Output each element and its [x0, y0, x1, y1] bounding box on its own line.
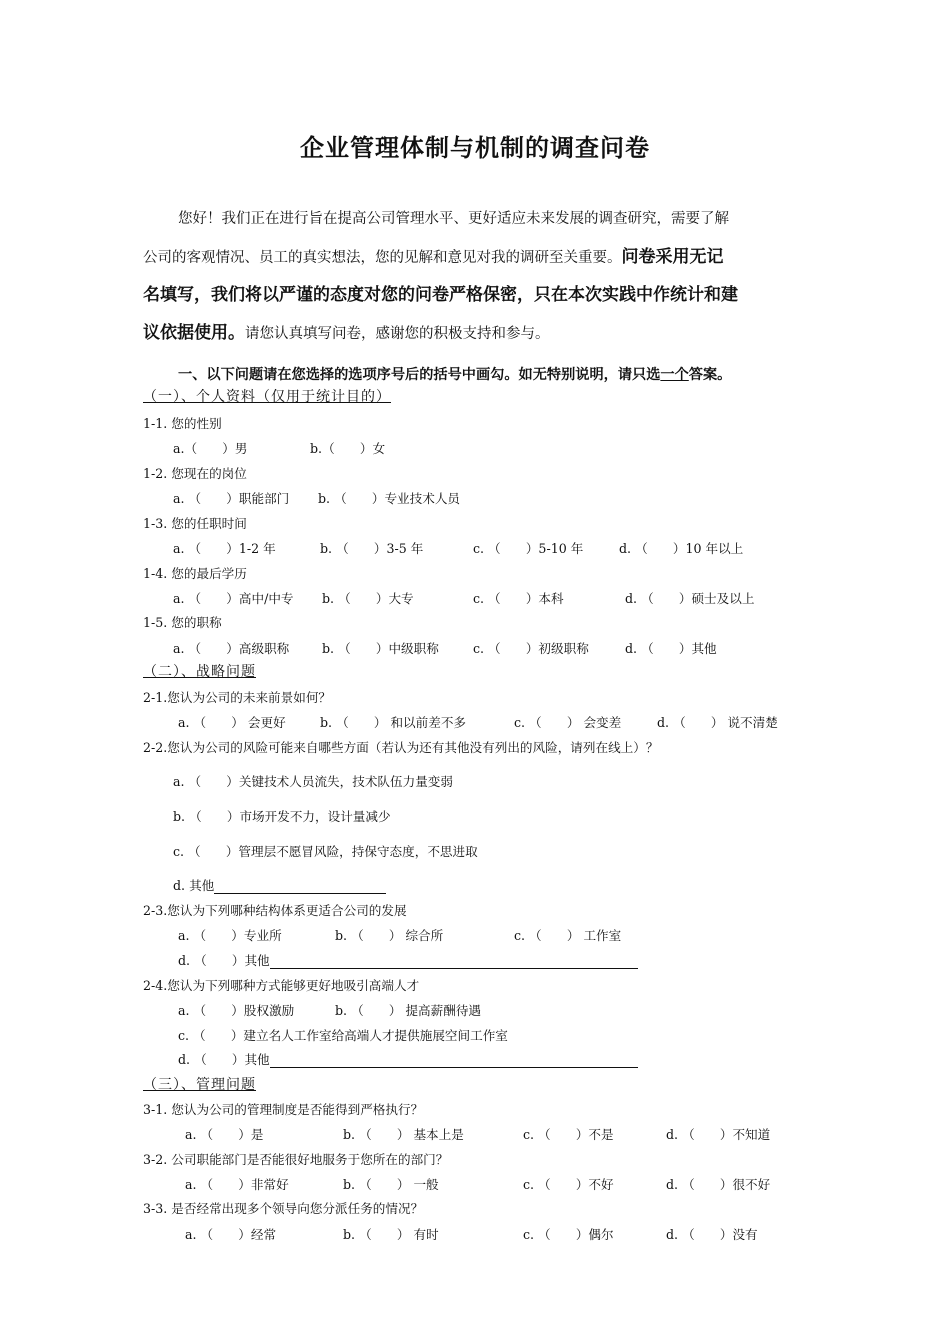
section-heading-2: （二）、战略问题 [143, 664, 256, 680]
option-2-1-a[interactable]: a. （ ） 会更好 [178, 715, 286, 730]
option-3-3-a[interactable]: a. （ ）经常 [185, 1227, 277, 1242]
instruction: 一、以下问题请在您选择的选项序号后的括号中画勾。如无特别说明，请只选一个答案。 [178, 367, 732, 383]
intro-line-3: 名填写，我们将以严谨的态度对您的问卷严格保密，只在本次实践中作统计和建 [143, 285, 738, 305]
option-1-3-b[interactable]: b. （ ）3-5 年 [320, 541, 424, 556]
option-1-2-a[interactable]: a. （ ）职能部门 [173, 491, 290, 506]
blank-line[interactable] [214, 879, 386, 894]
option-3-1-b[interactable]: b. （ ） 基本上是 [343, 1127, 464, 1142]
question-2-2: 2-2.您认为公司的风险可能来自哪些方面（若认为还有其他没有列出的风险，请列在线上）？ [143, 740, 659, 755]
blank-line[interactable] [270, 1053, 638, 1068]
option-2-2-d[interactable]: d. 其他 [173, 875, 386, 894]
blank-line[interactable] [270, 954, 638, 969]
option-1-3-c[interactable]: c. （ ）5-10 年 [473, 541, 584, 556]
option-3-2-b[interactable]: b. （ ） 一般 [343, 1177, 439, 1192]
question-1-2: 1-2. 您现在的岗位 [143, 466, 247, 481]
option-1-3-a[interactable]: a. （ ）1-2 年 [173, 541, 276, 556]
option-1-4-d[interactable]: d. （ ）硕士及以上 [625, 591, 755, 606]
intro-line-2: 公司的客观情况、员工的真实想法，您的见解和意见对我的调研至关重要。问卷采用无记 [143, 247, 724, 267]
option-2-1-b[interactable]: b. （ ） 和以前差不多 [320, 715, 467, 730]
option-3-3-c[interactable]: c. （ ）偶尔 [523, 1227, 614, 1242]
question-1-1: 1-1. 您的性别 [143, 416, 222, 431]
option-3-1-d[interactable]: d. （ ）不知道 [666, 1127, 771, 1142]
option-1-1-b[interactable]: b.（ ）女 [310, 441, 386, 456]
option-3-2-c[interactable]: c. （ ）不好 [523, 1177, 614, 1192]
option-2-2-a[interactable]: a. （ ）关键技术人员流失，技术队伍力量变弱 [173, 774, 453, 789]
option-1-2-b[interactable]: b. （ ）专业技术人员 [318, 491, 461, 506]
option-2-3-d[interactable]: d. （ ）其他 [178, 950, 638, 969]
page-title: 企业管理体制与机制的调查问卷 [300, 134, 650, 162]
option-2-4-d[interactable]: d. （ ）其他 [178, 1049, 638, 1068]
question-1-5: 1-5. 您的职称 [143, 615, 222, 630]
option-3-3-d[interactable]: d. （ ）没有 [666, 1227, 758, 1242]
question-1-3: 1-3. 您的任职时间 [143, 516, 247, 531]
option-1-4-c[interactable]: c. （ ）本科 [473, 591, 564, 606]
option-2-3-c[interactable]: c. （ ） 工作室 [514, 928, 622, 943]
option-1-5-a[interactable]: a. （ ）高级职称 [173, 641, 290, 656]
option-2-3-a[interactable]: a. （ ）专业所 [178, 928, 282, 943]
option-1-4-b[interactable]: b. （ ）大专 [322, 591, 414, 606]
intro-line-4: 议依据使用。请您认真填写问卷，感谢您的积极支持和参与。 [143, 323, 550, 343]
option-1-5-c[interactable]: c. （ ）初级职称 [473, 641, 589, 656]
option-2-1-c[interactable]: c. （ ） 会变差 [514, 715, 622, 730]
option-2-3-b[interactable]: b. （ ） 综合所 [335, 928, 444, 943]
option-3-2-d[interactable]: d. （ ）很不好 [666, 1177, 771, 1192]
option-3-1-a[interactable]: a. （ ）是 [185, 1127, 264, 1142]
option-3-2-a[interactable]: a. （ ）非常好 [185, 1177, 289, 1192]
option-1-5-b[interactable]: b. （ ）中级职称 [322, 641, 439, 656]
option-2-2-b[interactable]: b. （ ）市场开发不力，设计量减少 [173, 809, 391, 824]
section-heading-1: （一）、个人资料（仅用于统计目的） [143, 389, 391, 405]
question-3-3: 3-3. 是否经常出现多个领导向您分派任务的情况？ [143, 1201, 424, 1216]
question-2-3: 2-3.您认为下列哪种结构体系更适合公司的发展 [143, 903, 407, 918]
option-1-3-d[interactable]: d. （ ）10 年以上 [619, 541, 744, 556]
option-2-4-a[interactable]: a. （ ）股权激励 [178, 1003, 295, 1018]
question-1-4: 1-4. 您的最后学历 [143, 566, 247, 581]
section-heading-3: （三）、管理问题 [143, 1077, 256, 1093]
option-2-1-d[interactable]: d. （ ） 说不清楚 [657, 715, 778, 730]
option-2-2-c[interactable]: c. （ ）管理层不愿冒风险，持保守态度，不思进取 [173, 844, 478, 859]
question-2-4: 2-4.您认为下列哪种方式能够更好地吸引高端人才 [143, 978, 420, 993]
option-3-1-c[interactable]: c. （ ）不是 [523, 1127, 614, 1142]
option-1-4-a[interactable]: a. （ ）高中/中专 [173, 591, 294, 606]
question-2-1: 2-1.您认为公司的未来前景如何？ [143, 690, 332, 705]
option-3-3-b[interactable]: b. （ ） 有时 [343, 1227, 439, 1242]
intro-line-1: 您好！我们正在进行旨在提高公司管理水平、更好适应未来发展的调查研究，需要了解 [178, 211, 729, 227]
option-1-1-a[interactable]: a.（ ）男 [173, 441, 248, 456]
question-3-2: 3-2. 公司职能部门是否能很好地服务于您所在的部门？ [143, 1152, 449, 1167]
option-2-4-c[interactable]: c. （ ）建立名人工作室给高端人才提供施展空间工作室 [178, 1028, 508, 1043]
option-2-4-b[interactable]: b. （ ） 提高薪酬待遇 [335, 1003, 482, 1018]
question-3-1: 3-1. 您认为公司的管理制度是否能得到严格执行？ [143, 1102, 424, 1117]
option-1-5-d[interactable]: d. （ ）其他 [625, 641, 717, 656]
